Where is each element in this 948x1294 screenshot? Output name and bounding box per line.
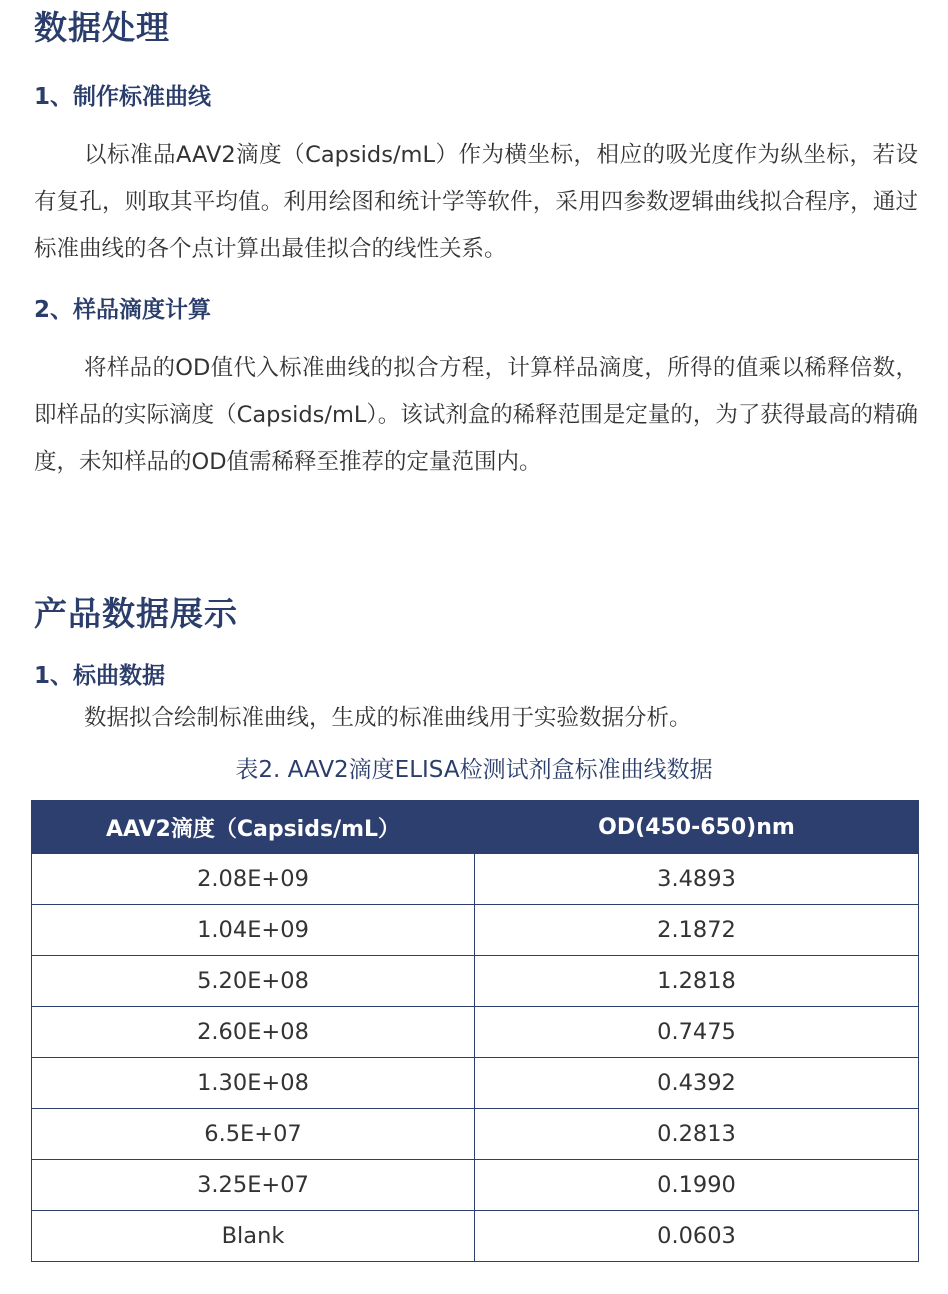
- table-caption: 表2. AAV2滴度ELISA检测试剂盒标准曲线数据: [235, 757, 713, 783]
- table-row: [32, 1058, 919, 1109]
- cell-od: 0.7475: [475, 1007, 919, 1058]
- paragraph-curve-data: 数据拟合绘制标准曲线，生成的标准曲线用于实验数据分析。: [84, 705, 692, 731]
- cell-titer: 2.60E+08: [32, 1007, 475, 1058]
- cell-titer: 1.04E+09: [32, 905, 475, 956]
- table-row: [32, 1007, 919, 1058]
- column-header-titer: AAV2滴度（Capsids/mL）: [32, 801, 475, 854]
- cell-od: 0.2813: [475, 1109, 919, 1160]
- table-row: [32, 1160, 919, 1211]
- cell-titer: 3.25E+07: [32, 1160, 475, 1211]
- subheading-curve-data: 1、标曲数据: [34, 663, 166, 689]
- subheading-sample-titer: 2、样品滴度计算: [34, 297, 212, 323]
- standard-curve-table: [31, 800, 919, 1262]
- paragraph-sample-titer: 将样品的OD值代入标准曲线的拟合方程，计算样品滴度，所得的值乘以稀释倍数，即样品的实际滴度（Capsids/mL）。该试剂盒的稀释范围是定量的，为了获得最高的精确度，未知样品的OD值需稀释至推荐的定量范围内。: [34, 355, 918, 475]
- cell-od: 0.4392: [475, 1058, 919, 1109]
- cell-titer: 2.08E+09: [32, 854, 475, 905]
- cell-od: 3.4893: [475, 854, 919, 905]
- table-row: [32, 1211, 919, 1262]
- column-header-od: OD(450-650)nm: [475, 801, 919, 854]
- table-row: [32, 905, 919, 956]
- cell-od: 2.1872: [475, 905, 919, 956]
- section-title-data-processing: 数据处理: [34, 8, 170, 47]
- table-row: [32, 1109, 919, 1160]
- table-header-row: [32, 801, 919, 854]
- cell-titer: 6.5E+07: [32, 1109, 475, 1160]
- table-row: [32, 854, 919, 905]
- cell-od: 0.0603: [475, 1211, 919, 1262]
- subheading-standard-curve: 1、制作标准曲线: [34, 84, 212, 110]
- cell-od: 1.2818: [475, 956, 919, 1007]
- cell-titer: 5.20E+08: [32, 956, 475, 1007]
- cell-titer: 1.30E+08: [32, 1058, 475, 1109]
- section-title-product-data: 产品数据展示: [34, 594, 238, 633]
- table-row: [32, 956, 919, 1007]
- cell-titer: Blank: [32, 1211, 475, 1262]
- cell-od: 0.1990: [475, 1160, 919, 1211]
- paragraph-standard-curve: 以标准品AAV2滴度（Capsids/mL）作为横坐标，相应的吸光度作为纵坐标，若设有复孔，则取其平均值。利用绘图和统计学等软件，采用四参数逻辑曲线拟合程序，通过标准曲线的各个点计算出最佳拟合的线性关系。: [34, 142, 918, 262]
